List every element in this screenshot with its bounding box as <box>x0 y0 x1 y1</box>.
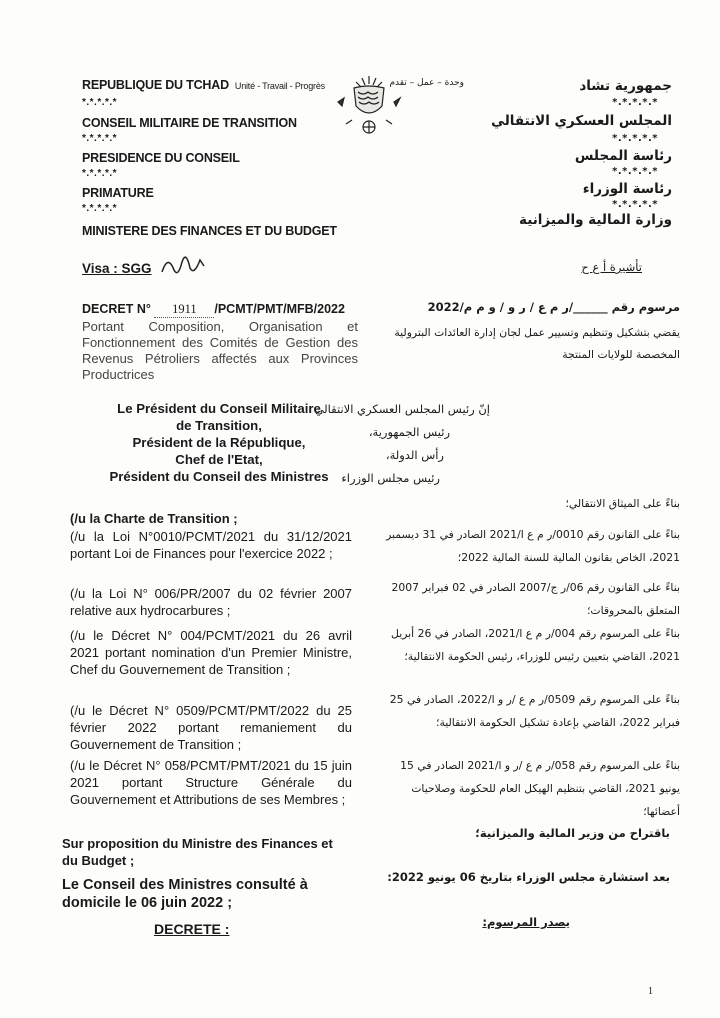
ministry-name: MINISTERE DES FINANCES ET DU BUDGET <box>82 224 337 238</box>
primature-name-ar: رئاسة الوزراء <box>582 181 672 197</box>
republic-name: REPUBLIQUE DU TCHAD <box>82 78 229 92</box>
visa-fr-6: (/u le Décret N° 058/PCMT/PMT/2021 du 15 juin 2021 portant Structure Générale du Gouvernement et Attributions de ses Membres ; <box>70 758 352 807</box>
decree-label: DECRET N° <box>82 302 151 316</box>
primature-name: PRIMATURE <box>82 186 154 200</box>
presidency-name: PRESIDENCE DU CONSEIL <box>82 151 240 165</box>
president-line-3: Président de la République, <box>132 435 306 450</box>
decrete-ar: يصدر المرسوم: <box>482 915 570 929</box>
council-name-ar: المجلس العسكري الانتقالي <box>491 113 672 129</box>
president-ar-line-3: رأس الدولة، <box>385 448 444 462</box>
visa-fr-4: (/u le Décret N° 004/PCMT/2021 du 26 avril 2021 portant nomination d'un Premier Ministre, Chef du Gouvernement de Transition ; <box>70 628 352 677</box>
visa-ar-5: بناءً على المرسوم رقم 0509/ر م ع /ر و ا/2022، الصادر في 25 فبراير 2022، القاضي بإعادة تشكيل الحكومة الانتقالية؛ <box>389 693 680 729</box>
stars-separator: *.*.*.*.* <box>82 133 118 144</box>
visa-label: Visa : SGG <box>82 261 152 276</box>
decree-subject-ar: يقضي بتشكيل وتنظيم وتسيير عمل لجان إدارة العائدات البترولية المخصصة للولايات المنتجة <box>394 326 680 361</box>
decree-ref: /PCMT/PMT/MFB/2022 <box>214 302 345 316</box>
president-line-5: Président du Conseil des Ministres <box>109 469 329 484</box>
council-name: CONSEIL MILITAIRE DE TRANSITION <box>82 116 297 130</box>
council-ar: بعد استشارة مجلس الوزراء بتاريخ 06 يونيو 2022: <box>387 870 670 884</box>
stars-separator-ar: *.*.*.*.* <box>612 133 658 144</box>
proposal-ar: باقتراح من وزير المالية والميزانية؛ <box>475 826 670 840</box>
republic-name-ar: جمهورية تشاد <box>579 78 672 94</box>
decree-number: 1911 <box>154 302 214 318</box>
president-ar-line-2: رئيس الجمهورية، <box>368 425 450 439</box>
president-line-2: de Transition, <box>176 418 262 433</box>
stars-separator-ar: *.*.*.*.* <box>612 97 658 108</box>
decree-title-ar: مرسوم رقم ______/ر م ع / ر و / و م م/2022 <box>427 300 680 314</box>
proposal-fr: Sur proposition du Ministre des Finances et du Budget ; <box>62 836 333 868</box>
decrete-fr: DECRETE : <box>154 921 230 937</box>
president-ar-line-4: رئيس مجلس الوزراء <box>341 471 440 485</box>
stars-separator: *.*.*.*.* <box>82 168 118 179</box>
stars-separator-ar: *.*.*.*.* <box>612 199 658 210</box>
motto-fr: Unité - Travail - Progrès <box>234 81 325 91</box>
visa-label-ar: تأشيرة أ ع ح <box>581 260 642 274</box>
visa-fr-3: (/u la Loi N° 006/PR/2007 du 02 février 2007 relative aux hydrocarbures ; <box>70 586 352 618</box>
president-ar-line-1: إنّ رئيس المجلس العسكري الانتقالي <box>314 402 490 416</box>
visa-ar-2: بناءً على القانون رقم 0010/ر م ع ا/2021 الصادر في 31 ديسمبر 2021، الخاص بقانون المالية للسنة المالية 2022؛ <box>386 528 680 564</box>
visa-ar-1: بناءً على الميثاق الانتقالي؛ <box>565 497 680 510</box>
visa-ar-3: بناءً على القانون رقم 06/ر ج/2007 الصادر في 02 فبراير 2007 المتعلق بالمحروقات؛ <box>391 581 680 617</box>
visa-fr-1: (/u la Charte de Transition ; <box>70 511 238 526</box>
visa-ar-6: بناءً على المرسوم رقم 058/ر م ع /ر و ا/2021 الصادر في 15 يونيو 2021، القاضي بتنظيم الهيكل العام للحكومة وصلاحيات أعضائها؛ <box>400 759 680 818</box>
presidency-name-ar: رئاسة المجلس <box>574 148 672 164</box>
ministry-name-ar: وزارة المالية والميزانية <box>519 212 672 228</box>
visa-fr-5: (/u le Décret N° 0509/PCMT/PMT/2022 du 25 février 2022 portant remaniement du Gouvernement de Transition ; <box>70 703 352 752</box>
visa-fr-2: (/u la Loi N°0010/PCMT/2021 du 31/12/2021 portant Loi de Finances pour l'exercice 2022 ; <box>70 529 352 561</box>
stars-separator: *.*.*.*.* <box>82 203 118 214</box>
signature-scribble <box>158 252 208 280</box>
decree-subject: Portant Composition, Organisation et Fonctionnement des Comités de Gestion des Revenus Pétroliers affectés aux Provinces Productrices <box>82 319 358 382</box>
page-number: 1 <box>648 986 653 997</box>
visa-ar-4: بناءً على المرسوم رقم 004/ر م ع ا/2021، الصادر في 26 أبريل 2021، القاضي بتعيين رئيس للوزراء، رئيس الحكومة الانتقالية؛ <box>391 627 680 663</box>
motto-ar: وحدة – عمل – تقدم <box>389 78 464 88</box>
stars-separator-ar: *.*.*.*.* <box>612 166 658 177</box>
president-line-4: Chef de l'Etat, <box>175 452 263 467</box>
council-fr: Le Conseil des Ministres consulté à domicile le 06 juin 2022 ; <box>62 877 308 911</box>
president-line-1: Le Président du Conseil Militaire <box>117 401 321 416</box>
stars-separator: *.*.*.*.* <box>82 97 118 108</box>
